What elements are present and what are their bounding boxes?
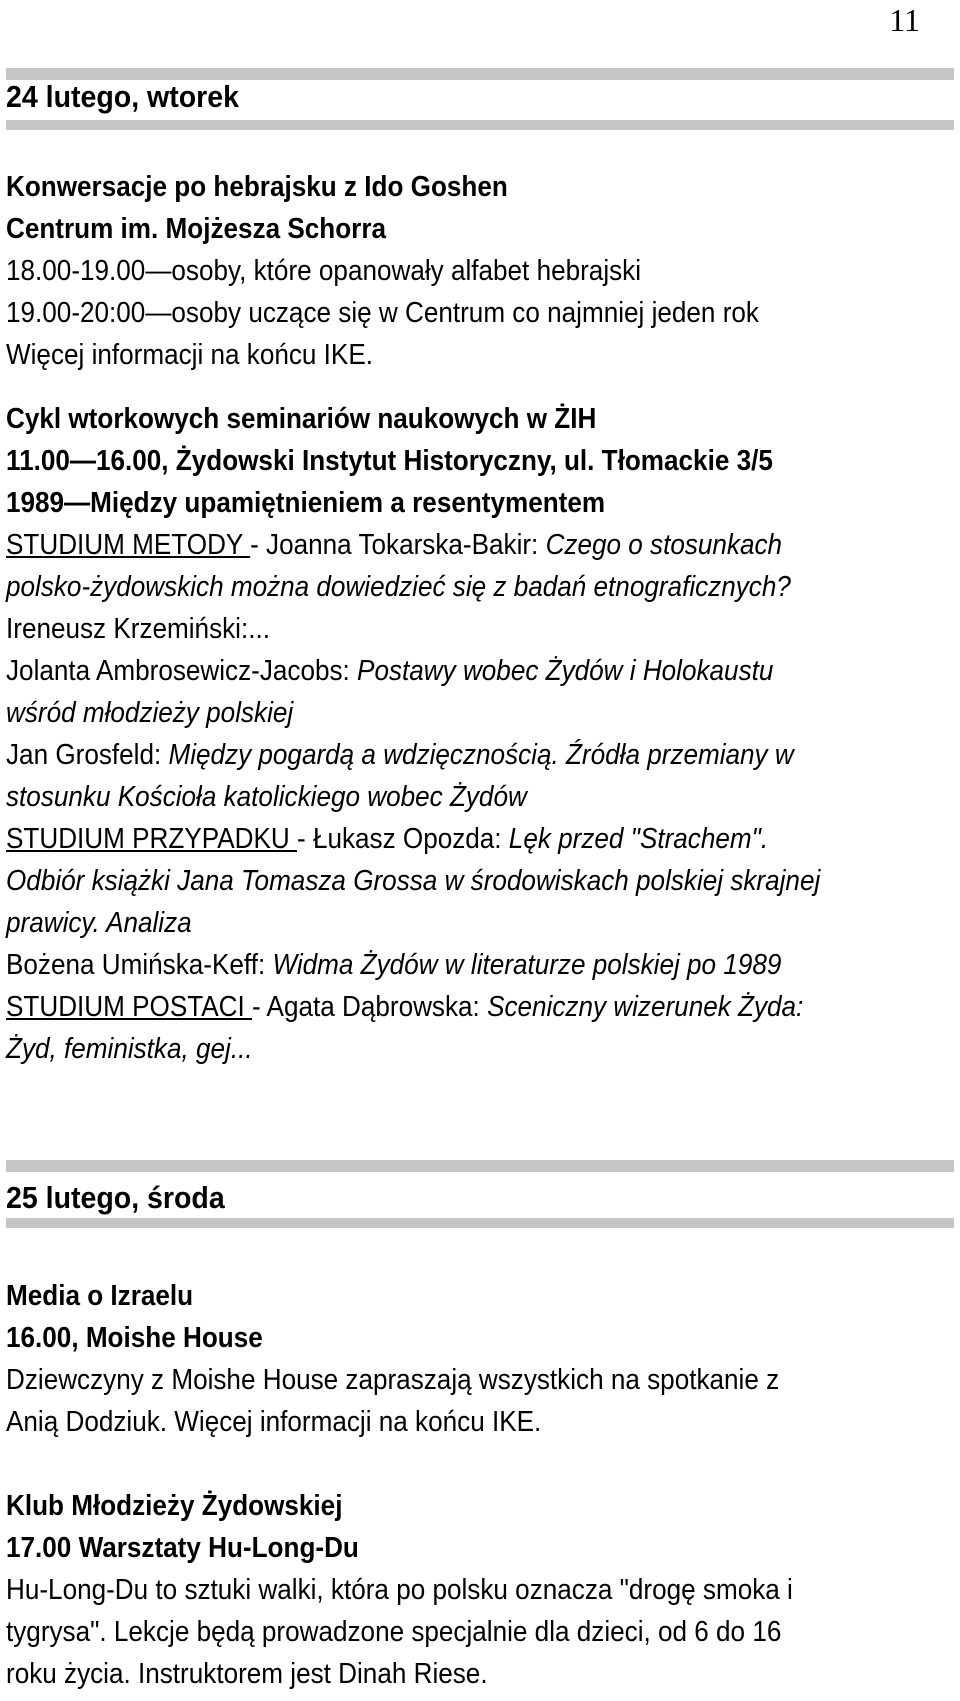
event-media-israel [6, 1275, 954, 1443]
event-time-title: 17.00 Warsztaty Hu-Long-Du [6, 1532, 359, 1564]
talk-title-continued: stosunku Kościoła katolickiego wobec Żydów [6, 781, 527, 813]
seminar-item [6, 524, 859, 566]
day-heading-1 [6, 76, 954, 118]
page-number: 11 [889, 2, 920, 38]
day-title: 24 lutego, wtorek [6, 79, 239, 114]
seminar-item [6, 734, 859, 776]
section-divider-top [6, 1160, 954, 1172]
event-name: Konwersacje po hebrajsku z Ido Goshen [6, 171, 508, 203]
talk-title: Czego o stosunkach [545, 529, 783, 561]
study-label: STUDIUM METODY [6, 529, 251, 561]
talk-title: Postawy wobec Żydów i Holokaustu [357, 655, 774, 687]
speaker: - Agata Dąbrowska: [252, 991, 488, 1023]
event-time-place: 16.00, Moishe House [6, 1322, 263, 1354]
event-description: Anią Dodziuk. Więcej informacji na końcu IKE. [6, 1406, 542, 1438]
event-place: Centrum im. Mojżesza Schorra [6, 213, 386, 245]
talk-title: Widma Żydów w literaturze polskiej po 1989 [272, 949, 782, 981]
study-label: STUDIUM PRZYPADKU [6, 823, 297, 855]
day-heading-2 [6, 1177, 954, 1219]
speaker: - Joanna Tokarska-Bakir: [250, 529, 546, 561]
event-description: Hu-Long-Du to sztuki walki, która po polsku oznacza "drogę smoka i [6, 1574, 793, 1606]
section-divider-bottom [6, 120, 954, 130]
event-name: Klub Młodzieży Żydowskiej [6, 1490, 343, 1522]
event-youth-club [6, 1485, 954, 1695]
seminar-item [6, 944, 859, 986]
speaker: Bożena Umińska-Keff: [6, 949, 273, 981]
seminar-item [6, 650, 859, 692]
talk-title-continued: wśród młodzieży polskiej [6, 697, 294, 729]
event-description: Dziewczyny z Moishe House zapraszają wszystkich na spotkanie z [6, 1364, 780, 1396]
seminar-topic: 1989—Między upamiętnieniem a resentymentem [6, 487, 606, 519]
event-description: roku życia. Instruktorem jest Dinah Riese. [6, 1658, 488, 1690]
event-description: tygrysa". Lekcje będą prowadzone specjalnie dla dzieci, od 6 do 16 [6, 1616, 782, 1648]
speaker: - Łukasz Opozda: [296, 823, 509, 855]
talk-title-continued: prawicy. Analiza [6, 907, 192, 939]
speaker: Jolanta Ambrosewicz-Jacobs: [6, 655, 358, 687]
talk-title: Lęk przed "Strachem". [508, 823, 769, 855]
event-schedule-line: 19.00-20:00—osoby uczące się w Centrum co najmniej jeden rok [6, 297, 759, 329]
talk-title: Sceniczny wizerunek Żyda: [487, 991, 804, 1023]
talk-title-continued: polsko-żydowskich można dowiedzieć się z badań etnograficznych? [6, 571, 791, 603]
event-hebrew-conversation [6, 166, 954, 376]
speaker: Ireneusz Krzemiński:... [6, 613, 270, 645]
event-name: Media o Izraelu [6, 1280, 194, 1312]
event-seminar [6, 398, 954, 1070]
section-divider-bottom [6, 1218, 954, 1228]
event-info-line: Więcej informacji na końcu IKE. [6, 339, 374, 371]
talk-title-continued: Odbiór książki Jana Tomasza Grossa w środowiskach polskiej skrajnej [6, 865, 821, 897]
talk-title: Między pogardą a wdzięcznością. Źródła przemiany w [168, 739, 794, 771]
event-time-place: 11.00—16.00, Żydowski Instytut Historyczny, ul. Tłomackie 3/5 [6, 445, 773, 477]
seminar-item [6, 986, 859, 1028]
study-label: STUDIUM POSTACI [6, 991, 253, 1023]
talk-title-continued: Żyd, feministka, gej... [6, 1033, 253, 1065]
event-schedule-line: 18.00-19.00—osoby, które opanowały alfabet hebrajski [6, 255, 642, 287]
event-name: Cykl wtorkowych seminariów naukowych w ŻIH [6, 403, 597, 435]
day-title: 25 lutego, środa [6, 1180, 225, 1215]
seminar-item [6, 818, 859, 860]
speaker: Jan Grosfeld: [6, 739, 169, 771]
